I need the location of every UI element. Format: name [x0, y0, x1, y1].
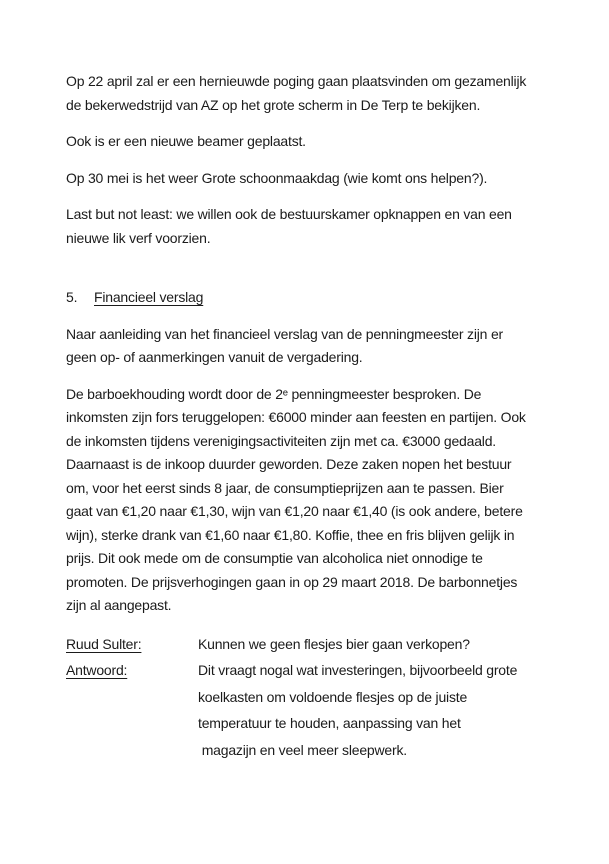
speaker-label: Antwoord: — [66, 662, 128, 678]
paragraph — [66, 167, 586, 191]
text-line: temperatuur te houden, aanpassing van het — [198, 715, 461, 731]
text-line: de inkomsten tijdens verenigingsactiviteiten zijn met ca. €3000 gedaald. — [66, 432, 496, 449]
text-line: gaat van €1,20 naar €1,30, wijn van €1,20 naar €1,40 (is ook andere, betere — [66, 503, 523, 519]
text-line: Dit vraagt nogal wat investeringen, bijvoorbeeld grote — [198, 662, 518, 678]
qa-text — [198, 657, 586, 763]
paragraph — [66, 130, 586, 154]
text-line: zijn al aangepast. — [66, 597, 172, 613]
text-line: de bekerwedstrijd van AZ op het grote scherm in De Terp te bekijken. — [66, 96, 481, 113]
text-line: wijn), sterke drank van €1,60 naar €1,80. Koffie, thee en fris blijven gelijk in — [66, 526, 515, 543]
text-line: Kunnen we geen flesjes bier gaan verkopen? — [198, 635, 470, 652]
text-line: koelkasten om voldoende flesjes op de juiste — [198, 688, 468, 705]
paragraph — [66, 70, 586, 117]
document-content — [66, 70, 586, 763]
text-line: Ook is er een nieuwe beamer geplaatst. — [66, 133, 306, 149]
text-line: nieuwe lik verf voorzien. — [66, 229, 211, 246]
text-line: Daarnaast is de inkoop duurder geworden. Deze zaken nopen het bestuur — [66, 456, 512, 472]
qa-row — [66, 657, 586, 763]
text-line: inkomsten zijn fors teruggelopen: €6000 minder aan feesten en partijen. Ook — [66, 409, 526, 425]
speaker-label: Ruud Sulter: — [66, 635, 142, 652]
text-line: magazijn en veel meer sleepwerk. — [198, 741, 407, 758]
paragraph — [66, 203, 586, 250]
text-line: Op 22 april zal er een hernieuwde poging gaan plaatsvinden om gezamenlijk — [66, 73, 527, 89]
text-line: promoten. De prijsverhogingen gaan in op 29 maart 2018. De barbonnetjes — [66, 573, 518, 590]
text-line: prijs. Dit ook mede om de consumptie van alcoholica niet onnodige te — [66, 550, 483, 566]
heading-number: 5. — [66, 289, 78, 305]
qa-row — [66, 631, 586, 658]
qa-text — [198, 631, 586, 658]
text-line: geen op- of aanmerkingen vanuit de vergadering. — [66, 349, 363, 365]
text-line: om, voor het eerst sinds 8 jaar, de consumptieprijzen aan te passen. Bier — [66, 479, 504, 496]
heading-title: Financieel verslag — [94, 289, 204, 305]
qa-block — [66, 631, 586, 764]
text-line: Op 30 mei is het weer Grote schoonmaakdag (wie komt ons helpen?). — [66, 169, 488, 186]
section-heading — [66, 286, 586, 310]
text-line: De barboekhouding wordt door de 2ᵉ penningmeester besproken. De — [66, 385, 482, 402]
paragraph — [66, 323, 586, 370]
text-line: Naar aanleiding van het financieel verslag van de penningmeester zijn er — [66, 325, 503, 342]
text-line: Last but not least: we willen ook de bestuurskamer opknappen en van een — [66, 206, 512, 222]
paragraph — [66, 383, 586, 618]
